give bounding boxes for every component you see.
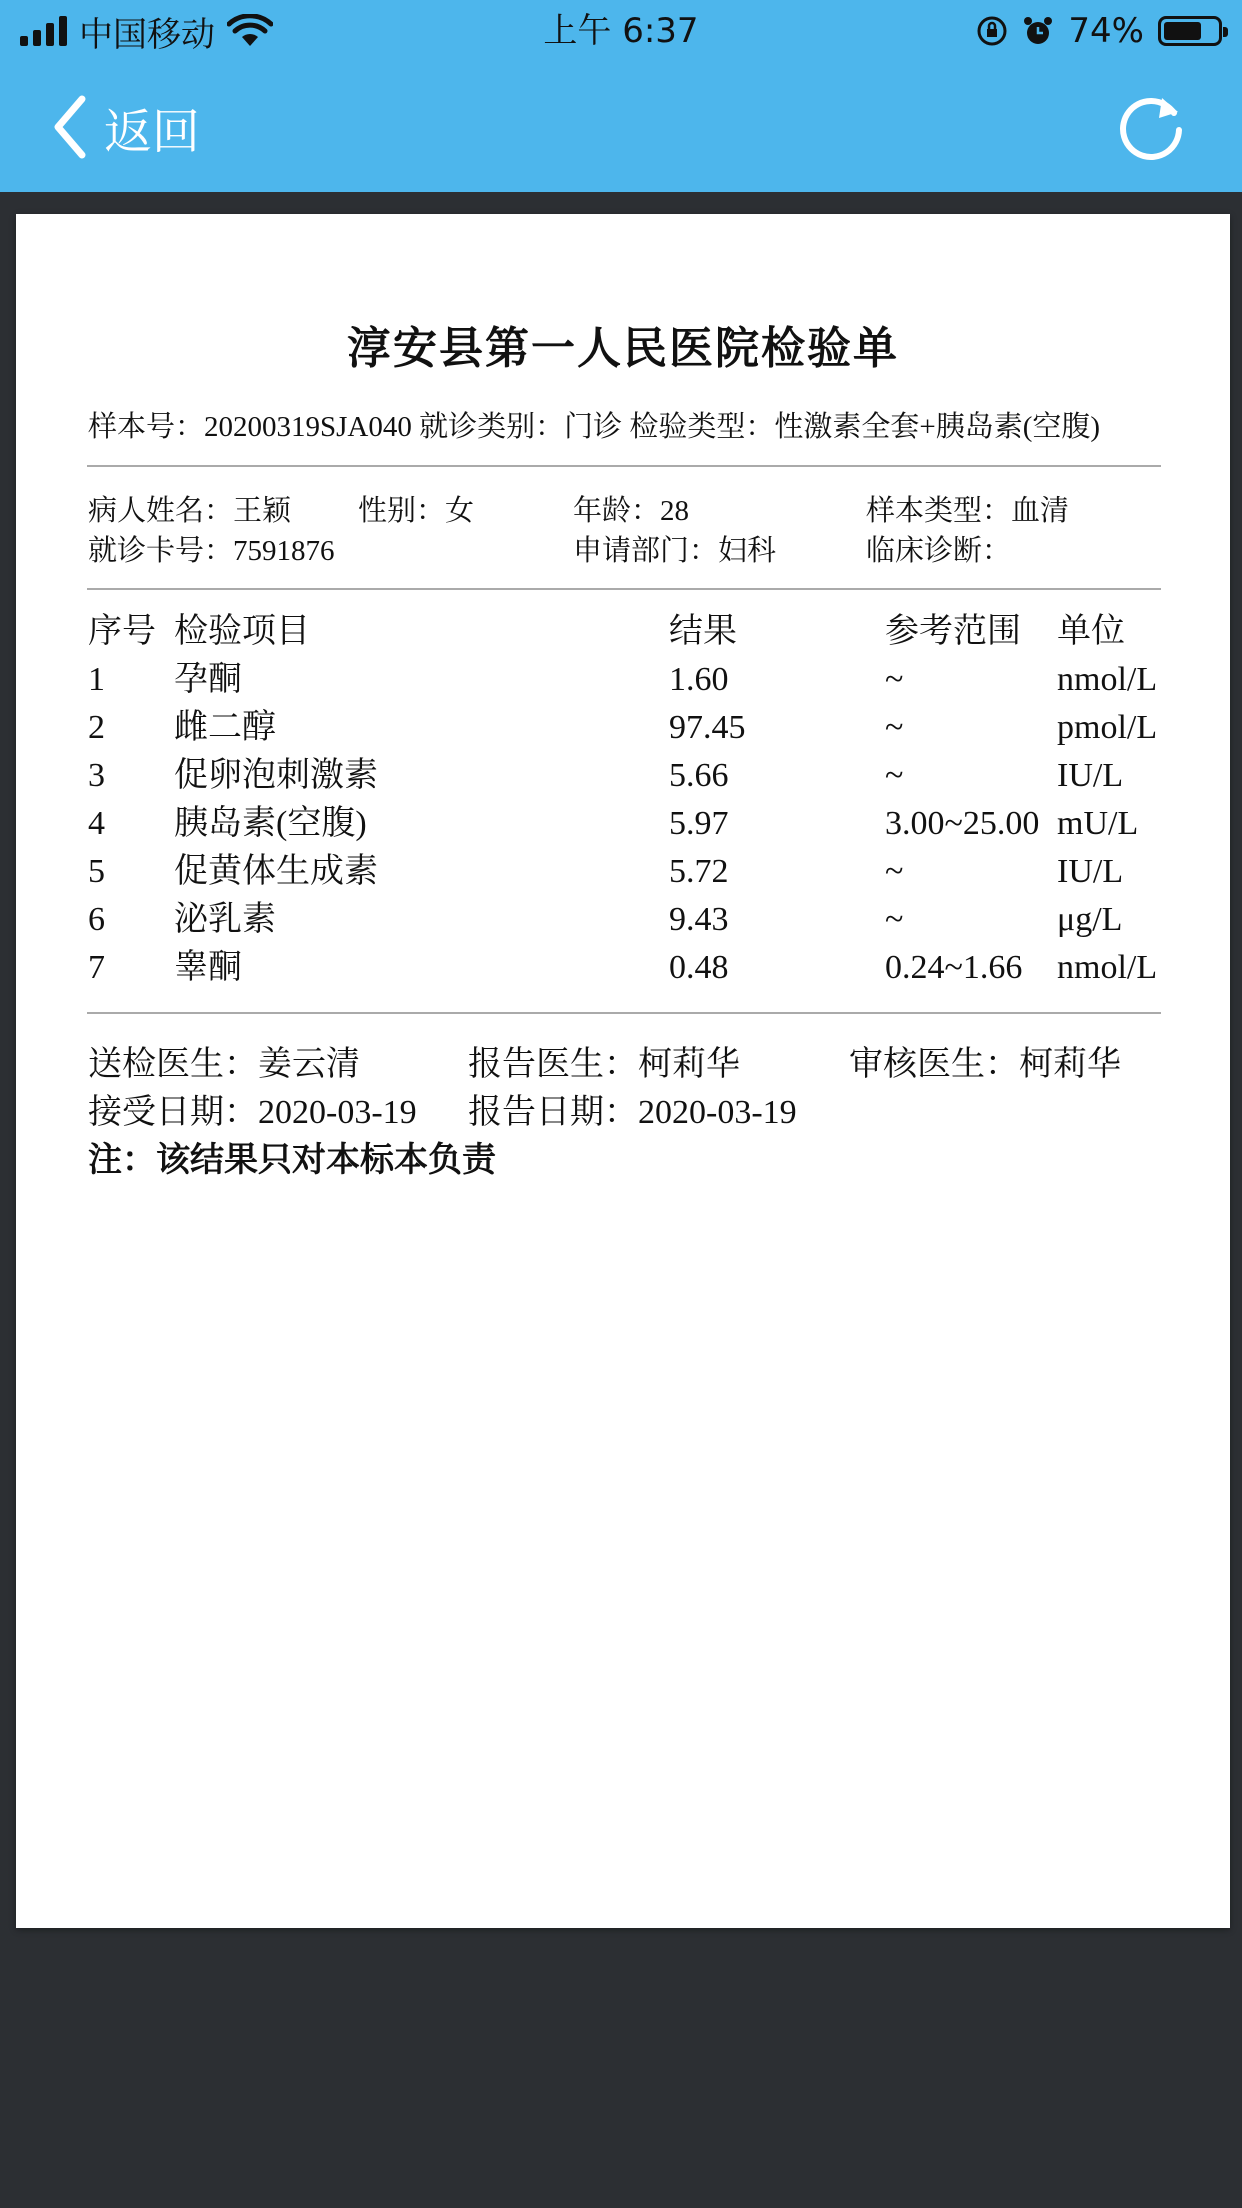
card-number: 就诊卡号：7591876 — [88, 535, 335, 567]
sample-number: 样本号：20200319SJA040 — [88, 411, 412, 443]
visit-type: 就诊类别：门诊 — [419, 411, 623, 443]
refresh-icon[interactable] — [1112, 88, 1190, 166]
header-index: 序号 — [88, 613, 156, 650]
carrier-label: 中国移动 — [79, 14, 215, 55]
row-index: 6 — [88, 901, 105, 938]
battery-fill — [1164, 22, 1201, 40]
row-unit: μg/L — [1057, 901, 1123, 938]
table-row — [88, 848, 1168, 896]
report-date: 报告日期：2020-03-19 — [468, 1094, 797, 1131]
alarm-icon — [1022, 15, 1054, 47]
row-index: 4 — [88, 805, 105, 842]
back-button[interactable] — [52, 92, 200, 162]
row-index: 7 — [88, 949, 105, 986]
specimen-type: 样本类型：血清 — [866, 495, 1070, 527]
header-result: 结果 — [669, 613, 737, 650]
battery-percent: 74% — [1068, 11, 1144, 51]
row-item: 泌乳素 — [174, 901, 276, 938]
report-sheet — [16, 214, 1230, 1928]
row-result: 9.43 — [669, 901, 729, 938]
row-result: 0.48 — [669, 949, 729, 986]
row-index: 2 — [88, 709, 105, 746]
table-header — [88, 608, 1168, 656]
row-result: 5.66 — [669, 757, 729, 794]
header-unit: 单位 — [1057, 613, 1125, 650]
row-index: 3 — [88, 757, 105, 794]
chevron-left-icon — [52, 95, 88, 159]
sending-doctor: 送检医生：姜云清 — [88, 1046, 360, 1083]
row-range: ~ — [885, 661, 904, 698]
row-range: ~ — [885, 709, 904, 746]
reporting-doctor: 报告医生：柯莉华 — [468, 1046, 740, 1083]
nav-bar — [0, 62, 1242, 192]
table-row — [88, 752, 1168, 800]
reviewing-doctor: 审核医生：柯莉华 — [849, 1046, 1121, 1083]
row-result: 5.97 — [669, 805, 729, 842]
divider — [87, 1012, 1161, 1014]
patient-sex: 性别：女 — [358, 495, 475, 527]
row-unit: nmol/L — [1057, 949, 1158, 986]
row-item: 胰岛素(空腹) — [174, 805, 367, 842]
header-item: 检验项目 — [174, 613, 310, 650]
patient-age: 年龄：28 — [573, 495, 690, 527]
disclaimer-note: 注：该结果只对本标本负责 — [88, 1142, 496, 1179]
back-label: 返回 — [104, 103, 201, 160]
clinical-diagnosis: 临床诊断： — [866, 535, 1012, 567]
row-result: 5.72 — [669, 853, 729, 890]
row-unit: pmol/L — [1057, 709, 1158, 746]
row-index: 5 — [88, 853, 105, 890]
report-title: 淳安县第一人民医院检验单 — [347, 324, 899, 373]
table-row — [88, 656, 1168, 704]
divider — [87, 588, 1161, 590]
clock: 上午 6:37 — [543, 11, 699, 51]
row-item: 雌二醇 — [174, 709, 276, 746]
row-result: 97.45 — [669, 709, 746, 746]
row-item: 孕酮 — [174, 661, 242, 698]
row-range: ~ — [885, 853, 904, 890]
row-range: ~ — [885, 757, 904, 794]
report-meta — [88, 404, 1100, 445]
test-type: 检验类型：性激素全套+胰岛素(空腹) — [629, 411, 1101, 443]
row-item: 促卵泡刺激素 — [174, 757, 378, 794]
department: 申请部门：妇科 — [573, 535, 777, 567]
row-range: 3.00~25.00 — [885, 805, 1040, 842]
header-range: 参考范围 — [885, 613, 1021, 650]
patient-name: 病人姓名：王颖 — [88, 495, 292, 527]
row-result: 1.60 — [669, 661, 729, 698]
results-table — [88, 608, 1168, 992]
status-bar — [0, 0, 1242, 62]
table-row — [88, 896, 1168, 944]
divider — [87, 465, 1161, 467]
row-unit: nmol/L — [1057, 661, 1158, 698]
row-unit: mU/L — [1057, 805, 1139, 842]
row-index: 1 — [88, 661, 105, 698]
table-row — [88, 944, 1168, 992]
battery-icon — [1158, 16, 1222, 46]
row-item: 促黄体生成素 — [174, 853, 378, 890]
status-right — [976, 8, 1222, 54]
table-row — [88, 800, 1168, 848]
received-date: 接受日期：2020-03-19 — [88, 1094, 417, 1131]
row-item: 睾酮 — [174, 949, 242, 986]
battery-nub — [1223, 27, 1228, 37]
rotation-lock-icon — [976, 15, 1008, 47]
row-unit: IU/L — [1057, 757, 1124, 794]
row-range: ~ — [885, 901, 904, 938]
table-row — [88, 704, 1168, 752]
row-range: 0.24~1.66 — [885, 949, 1023, 986]
row-unit: IU/L — [1057, 853, 1124, 890]
